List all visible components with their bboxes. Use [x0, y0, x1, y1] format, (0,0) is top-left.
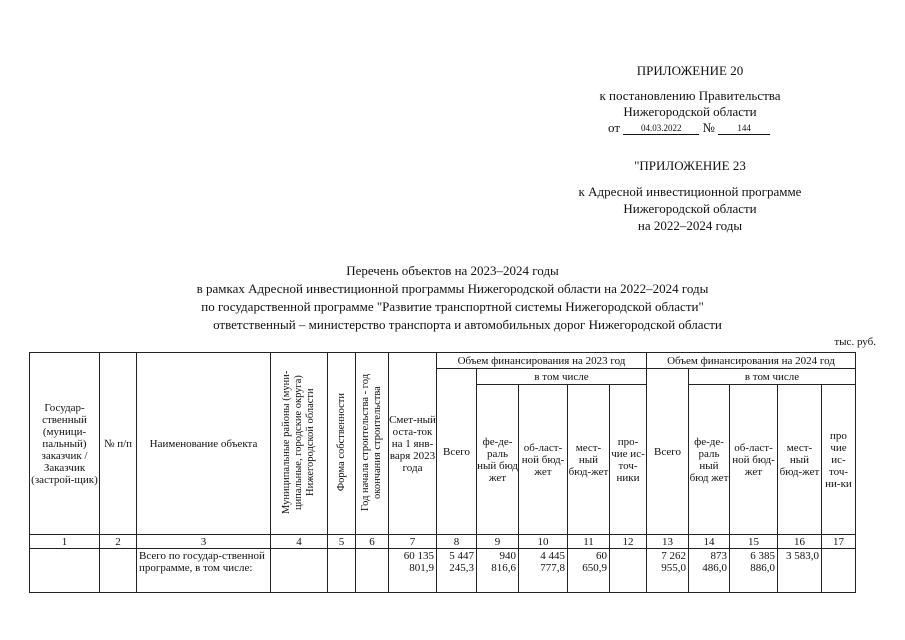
- doc-title-line-3: по государственной программе "Развитие транспортной системы Нижегородской области": [201, 299, 704, 314]
- row-local-2023: 60 650,9: [568, 549, 610, 593]
- row-other-2023: [610, 549, 647, 593]
- row-other-2024: [822, 549, 856, 593]
- local-2023-header: мест-ный бюд-жет: [568, 385, 610, 535]
- column-numbers-row: [30, 535, 856, 549]
- including-2024-header: в том числе: [689, 369, 856, 385]
- row-number: [100, 549, 137, 593]
- appendix-23-title: "ПРИЛОЖЕНИЕ 23: [634, 158, 746, 173]
- col-name-header: Наименование объекта: [137, 353, 271, 535]
- years-header-text: Год начала строительства - год окончания строительства: [360, 373, 383, 511]
- column-number: 9: [477, 535, 519, 549]
- column-number: 6: [356, 535, 389, 549]
- row-regional-2024: 6 385 886,0: [730, 549, 778, 593]
- table-row: [30, 549, 856, 593]
- resolution-number: 144: [718, 123, 770, 135]
- row-regional-2023: 4 445 777,8: [519, 549, 568, 593]
- row-name: Всего по государ-ственной программе, в том числе:: [137, 549, 271, 593]
- row-customer: [30, 549, 100, 593]
- header-row-1: [30, 353, 856, 369]
- districts-header-text: Муниципальные районы (муни-ципальные, городские округа) Нижегородской области: [281, 370, 316, 514]
- column-number: 15: [730, 535, 778, 549]
- local-2024-header: мест-ный бюд-жет: [778, 385, 822, 535]
- column-number: 3: [137, 535, 271, 549]
- row-districts: [271, 549, 328, 593]
- column-number: 13: [647, 535, 689, 549]
- number-label: №: [702, 120, 715, 135]
- resolution-line-1: к постановлению Правительства: [599, 88, 781, 103]
- column-number: 7: [389, 535, 437, 549]
- fin-2023-header: Объем финансирования на 2023 год: [437, 353, 647, 369]
- other-2023-header: про-чие ис-точ-ники: [610, 385, 647, 535]
- regional-2023-header: об-ласт-ной бюд-жет: [519, 385, 568, 535]
- resolution-date-line: [608, 120, 770, 136]
- federal-2023-header: фе-де-раль ный бюд жет: [477, 385, 519, 535]
- program-line-3: на 2022–2024 годы: [637, 218, 743, 233]
- other-2024-header: про чие ис-точ-ни-ки: [822, 385, 856, 535]
- resolution-date: 04.03.2022: [623, 123, 699, 135]
- units-label: тыс. руб.: [834, 336, 876, 348]
- column-number: 14: [689, 535, 730, 549]
- row-estimate: 60 135 801,9: [389, 549, 437, 593]
- column-number: 5: [328, 535, 356, 549]
- program-line-1: к Адресной инвестиционной программе: [578, 184, 802, 199]
- objects-table: [29, 352, 856, 593]
- col-years-header: [356, 353, 389, 535]
- appendix-title: ПРИЛОЖЕНИЕ 20: [636, 63, 744, 78]
- column-number: 16: [778, 535, 822, 549]
- doc-title-line-2: в рамках Адресной инвестиционной программы Нижегородской области на 2022–2024 годы: [196, 281, 709, 296]
- column-number: 17: [822, 535, 856, 549]
- total-2024-header: Всего: [647, 369, 689, 535]
- column-number: 2: [100, 535, 137, 549]
- federal-2024-header: фе-де-раль ный бюд жет: [689, 385, 730, 535]
- col-customer-header: Государ-ственный (муници-пальный) заказчик / Заказчик (застрой-щик): [30, 353, 100, 535]
- column-number: 11: [568, 535, 610, 549]
- row-years: [356, 549, 389, 593]
- resolution-line-2: Нижегородской области: [623, 104, 757, 119]
- col-estimate-header: Смет-ный оста-ток на 1 янв-варя 2023 года: [389, 353, 437, 535]
- col-ownership-header: [328, 353, 356, 535]
- program-line-2: Нижегородской области: [623, 201, 757, 216]
- column-number: 4: [271, 535, 328, 549]
- ownership-header-text: Форма собственности: [335, 392, 347, 492]
- total-2023-header: Всего: [437, 369, 477, 535]
- column-number: 1: [30, 535, 100, 549]
- row-federal-2023: 940 816,6: [477, 549, 519, 593]
- column-number: 12: [610, 535, 647, 549]
- including-2023-header: в том числе: [477, 369, 647, 385]
- row-local-2024: 3 583,0: [778, 549, 822, 593]
- regional-2024-header: об-ласт-ной бюд-жет: [730, 385, 778, 535]
- from-label: от: [608, 120, 621, 135]
- column-number: 10: [519, 535, 568, 549]
- row-ownership: [328, 549, 356, 593]
- col-districts-header: [271, 353, 328, 535]
- column-number: 8: [437, 535, 477, 549]
- row-total-2024: 7 262 955,0: [647, 549, 689, 593]
- col-number-header: № п/п: [100, 353, 137, 535]
- row-total-2023: 5 447 245,3: [437, 549, 477, 593]
- doc-title-line-4: ответственный – министерство транспорта и автомобильных дорог Нижегородской области: [213, 317, 722, 332]
- fin-2024-header: Объем финансирования на 2024 год: [647, 353, 856, 369]
- doc-title-line-1: Перечень объектов на 2023–2024 годы: [346, 263, 559, 278]
- row-federal-2024: 873 486,0: [689, 549, 730, 593]
